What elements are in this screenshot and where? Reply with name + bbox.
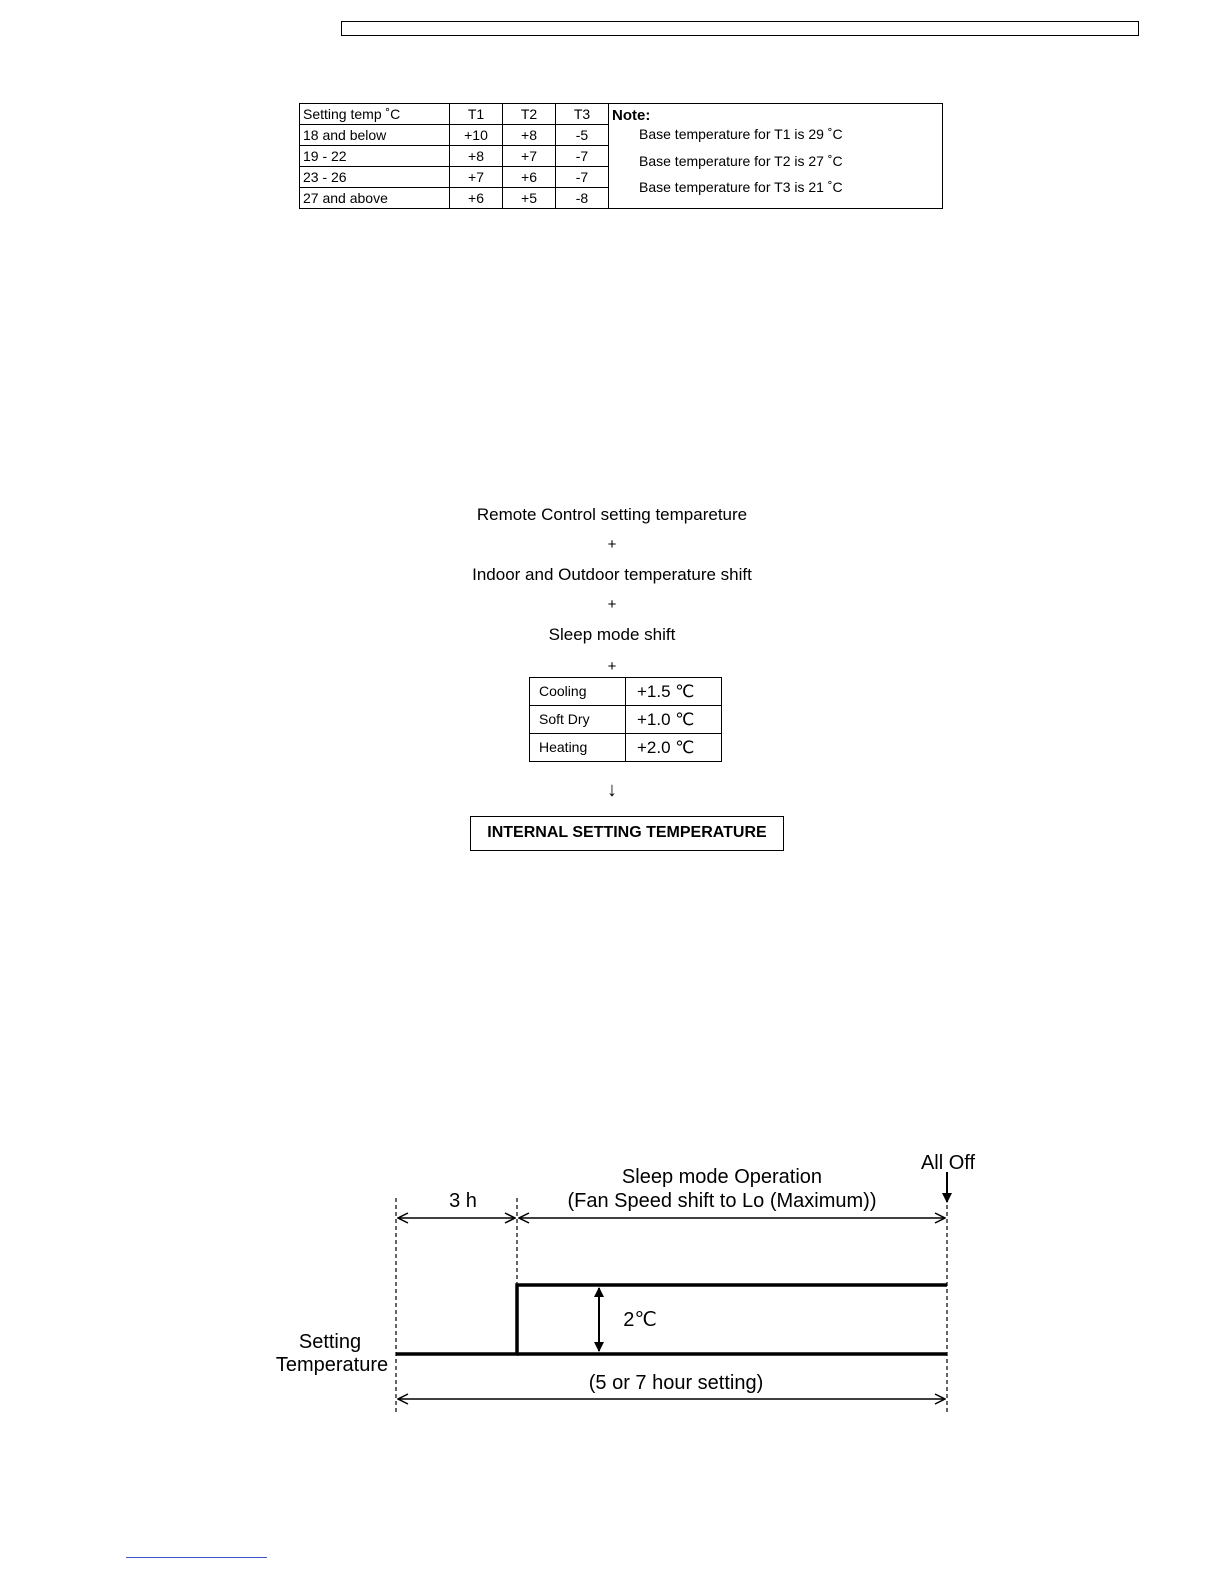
flow-plus-3: + [607,658,617,675]
sleep-mode-shift-table [529,677,722,762]
flow-plus-1: + [607,536,617,553]
table-cell: +8 [450,146,503,167]
footer-link-underline[interactable] [126,1557,267,1558]
down-arrow-icon: ↓ [607,779,617,801]
table-cell: 19 - 22 [300,146,450,167]
note-line-t1: Base temperature for T1 is 29 ˚C [639,126,843,142]
temperature-label: Temperature [275,1354,389,1376]
temperature-shift-table [299,103,943,209]
flow-sleep-shift: Sleep mode shift [548,625,676,644]
header-setting-temp: Setting temp ˚C [300,104,450,125]
note-line-t2: Base temperature for T2 is 27 ˚C [639,153,843,169]
table-row [530,678,722,706]
fan-speed-note: (Fan Speed shift to Lo (Maximum)) [567,1190,877,1212]
delay-label: 3 h [449,1190,477,1212]
table-cell: 23 - 26 [300,167,450,188]
table-header-row [300,104,943,125]
table-cell: -5 [556,125,609,146]
table-cell: -8 [556,188,609,209]
table-cell: -7 [556,167,609,188]
table-cell: +7 [450,167,503,188]
rise-label: 2℃ [623,1309,657,1331]
header-t2: T2 [503,104,556,125]
mode-cooling: Cooling [530,678,626,706]
table-cell: +8 [503,125,556,146]
shift-heating: +2.0 ℃ [626,734,722,762]
header-t1: T1 [450,104,503,125]
setting-label: Setting [298,1331,362,1353]
table-cell: +6 [450,188,503,209]
table-row [530,734,722,762]
table-cell: +6 [503,167,556,188]
note-line-t3: Base temperature for T3 is 21 ˚C [639,179,843,195]
table-cell: +5 [503,188,556,209]
mode-soft-dry: Soft Dry [530,706,626,734]
note-title: Note: [612,107,651,124]
shift-soft-dry: +1.0 ℃ [626,706,722,734]
note-cell [609,104,943,209]
sleep-operation-title: Sleep mode Operation [621,1166,823,1188]
table-cell: +10 [450,125,503,146]
shift-cooling: +1.5 ℃ [626,678,722,706]
mode-heating: Heating [530,734,626,762]
sleep-mode-diagram [0,1140,1224,1430]
duration-label: (5 or 7 hour setting) [588,1372,764,1394]
table-cell: 27 and above [300,188,450,209]
table-row [530,706,722,734]
header-t3: T3 [556,104,609,125]
flow-remote-setting: Remote Control setting tempareture [476,505,748,524]
table-cell: -7 [556,146,609,167]
flow-temperature-shift: Indoor and Outdoor temperature shift [472,565,752,584]
table-cell: 18 and below [300,125,450,146]
table-cell: +7 [503,146,556,167]
internal-setting-temperature-box: INTERNAL SETTING TEMPERATURE [470,816,784,851]
all-off-label: All Off [920,1152,976,1174]
sleep-temperature-profile [396,1285,947,1354]
header-box [341,21,1139,36]
flow-plus-2: + [607,596,617,613]
